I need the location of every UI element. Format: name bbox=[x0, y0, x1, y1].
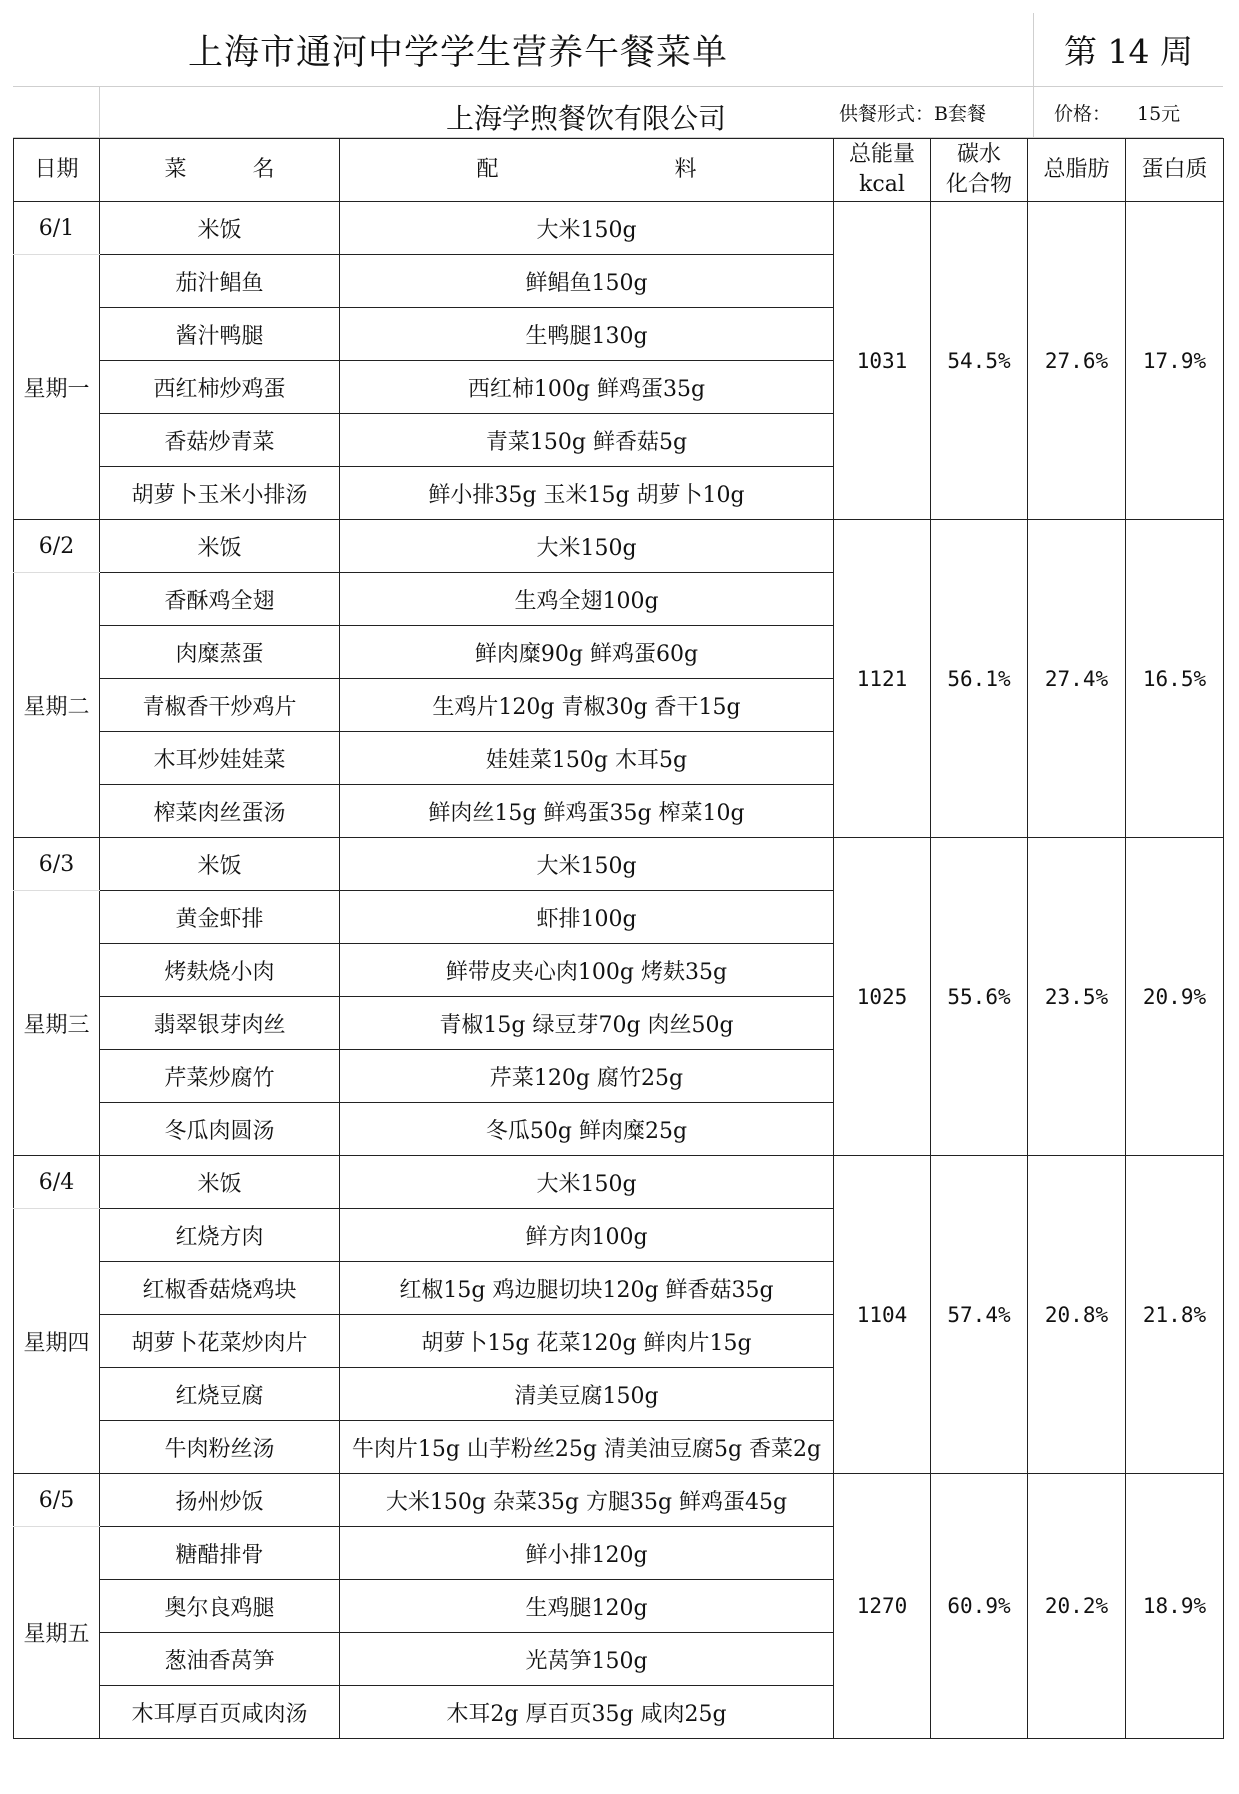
dish-ingredients: 木耳2g 厚百页35g 咸肉25g bbox=[340, 1686, 834, 1739]
header-energy bbox=[834, 139, 931, 202]
header-protein: 蛋白质 bbox=[1126, 139, 1224, 202]
protein-value: 17.9% bbox=[1126, 202, 1224, 520]
dish-name: 扬州炒饭 bbox=[100, 1474, 340, 1527]
dish-name: 木耳炒娃娃菜 bbox=[100, 732, 340, 785]
carb-value: 55.6% bbox=[931, 838, 1028, 1156]
table-row bbox=[14, 1156, 1224, 1209]
dish-ingredients: 大米150g 杂菜35g 方腿35g 鲜鸡蛋45g bbox=[340, 1474, 834, 1527]
carb-value: 56.1% bbox=[931, 520, 1028, 838]
carb-value: 57.4% bbox=[931, 1156, 1028, 1474]
header-carb-line2: 化合物 bbox=[945, 172, 1012, 197]
header-dish: 菜 名 bbox=[100, 139, 340, 202]
menu-sheet bbox=[13, 13, 1223, 1739]
dish-ingredients: 大米150g bbox=[340, 202, 834, 255]
dish-name: 米饭 bbox=[100, 520, 340, 573]
dish-ingredients: 鲜小排35g 玉米15g 胡萝卜10g bbox=[340, 467, 834, 520]
dish-ingredients: 青菜150g 鲜香菇5g bbox=[340, 414, 834, 467]
header-carb bbox=[931, 139, 1028, 202]
date-cell: 6/2 bbox=[14, 520, 100, 573]
supply-mode: 供餐形式：B套餐 bbox=[839, 102, 986, 125]
energy-value: 1025 bbox=[834, 838, 931, 1156]
header-carb-line1: 碳水 bbox=[956, 142, 1001, 167]
dish-name: 肉糜蒸蛋 bbox=[100, 626, 340, 679]
header-ingredients: 配 料 bbox=[340, 139, 834, 202]
energy-value: 1121 bbox=[834, 520, 931, 838]
date-cell: 6/4 bbox=[14, 1156, 100, 1209]
dish-ingredients: 芹菜120g 腐竹25g bbox=[340, 1050, 834, 1103]
dish-ingredients: 虾排100g bbox=[340, 891, 834, 944]
fat-value: 20.2% bbox=[1028, 1474, 1126, 1739]
dish-ingredients: 生鸡全翅100g bbox=[340, 573, 834, 626]
weekday-cell: 星期四 bbox=[14, 1209, 100, 1474]
dish-name: 芹菜炒腐竹 bbox=[100, 1050, 340, 1103]
header-row bbox=[14, 139, 1224, 202]
dish-ingredients: 鲜小排120g bbox=[340, 1527, 834, 1580]
date-cell: 6/3 bbox=[14, 838, 100, 891]
dish-ingredients: 鲜带皮夹心肉100g 烤麸35g bbox=[340, 944, 834, 997]
week-number: 第 14 周 bbox=[1033, 13, 1223, 86]
menu-table bbox=[13, 138, 1224, 1739]
dish-ingredients: 冬瓜50g 鲜肉糜25g bbox=[340, 1103, 834, 1156]
carb-value: 60.9% bbox=[931, 1474, 1028, 1739]
dish-ingredients: 生鸭腿130g bbox=[340, 308, 834, 361]
dish-ingredients: 大米150g bbox=[340, 520, 834, 573]
blank-cell bbox=[13, 87, 99, 137]
header-energy-line1: 总能量 bbox=[848, 142, 915, 167]
fat-value: 23.5% bbox=[1028, 838, 1126, 1156]
dish-ingredients: 生鸡片120g 青椒30g 香干15g bbox=[340, 679, 834, 732]
table-row bbox=[14, 520, 1224, 573]
dish-name: 香酥鸡全翅 bbox=[100, 573, 340, 626]
dish-name: 西红柿炒鸡蛋 bbox=[100, 361, 340, 414]
dish-name: 红椒香菇烧鸡块 bbox=[100, 1262, 340, 1315]
dish-name: 红烧豆腐 bbox=[100, 1368, 340, 1421]
fat-value: 20.8% bbox=[1028, 1156, 1126, 1474]
company-name: 上海学煦餐饮有限公司 bbox=[445, 102, 726, 135]
protein-value: 20.9% bbox=[1126, 838, 1224, 1156]
dish-name: 黄金虾排 bbox=[100, 891, 340, 944]
header-energy-line2: kcal bbox=[859, 172, 905, 197]
dish-name: 青椒香干炒鸡片 bbox=[100, 679, 340, 732]
weekday-cell: 星期五 bbox=[14, 1527, 100, 1739]
table-row bbox=[14, 1474, 1224, 1527]
dish-name: 米饭 bbox=[100, 202, 340, 255]
dish-name: 酱汁鸭腿 bbox=[100, 308, 340, 361]
page-title: 上海市通河中学学生营养午餐菜单 bbox=[187, 32, 728, 73]
protein-value: 16.5% bbox=[1126, 520, 1224, 838]
info-row bbox=[13, 87, 1223, 138]
title-row bbox=[13, 13, 1223, 87]
dish-name: 香菇炒青菜 bbox=[100, 414, 340, 467]
dish-name: 冬瓜肉圆汤 bbox=[100, 1103, 340, 1156]
dish-name: 糖醋排骨 bbox=[100, 1527, 340, 1580]
dish-name: 胡萝卜玉米小排汤 bbox=[100, 467, 340, 520]
dish-ingredients: 鲜鲳鱼150g bbox=[340, 255, 834, 308]
dish-name: 红烧方肉 bbox=[100, 1209, 340, 1262]
energy-value: 1031 bbox=[834, 202, 931, 520]
dish-name: 牛肉粉丝汤 bbox=[100, 1421, 340, 1474]
fat-value: 27.6% bbox=[1028, 202, 1126, 520]
blank-cell bbox=[99, 87, 339, 137]
dish-name: 茄汁鲳鱼 bbox=[100, 255, 340, 308]
price-value: 15元 bbox=[1137, 102, 1181, 125]
menu-body bbox=[14, 202, 1224, 1739]
dish-name: 胡萝卜花菜炒肉片 bbox=[100, 1315, 340, 1368]
dish-ingredients: 鲜方肉100g bbox=[340, 1209, 834, 1262]
dish-ingredients: 胡萝卜15g 花菜120g 鲜肉片15g bbox=[340, 1315, 834, 1368]
energy-value: 1104 bbox=[834, 1156, 931, 1474]
date-cell: 6/5 bbox=[14, 1474, 100, 1527]
dish-ingredients: 西红柿100g 鲜鸡蛋35g bbox=[340, 361, 834, 414]
dish-ingredients: 生鸡腿120g bbox=[340, 1580, 834, 1633]
dish-name: 葱油香莴笋 bbox=[100, 1633, 340, 1686]
date-cell: 6/1 bbox=[14, 202, 100, 255]
dish-ingredients: 光莴笋150g bbox=[340, 1633, 834, 1686]
dish-ingredients: 大米150g bbox=[340, 1156, 834, 1209]
table-row bbox=[14, 202, 1224, 255]
protein-value: 21.8% bbox=[1126, 1156, 1224, 1474]
dish-ingredients: 大米150g bbox=[340, 838, 834, 891]
dish-ingredients: 青椒15g 绿豆芽70g 肉丝50g bbox=[340, 997, 834, 1050]
dish-ingredients: 清美豆腐150g bbox=[340, 1368, 834, 1421]
fat-value: 27.4% bbox=[1028, 520, 1126, 838]
dish-ingredients: 鲜肉丝15g 鲜鸡蛋35g 榨菜10g bbox=[340, 785, 834, 838]
dish-ingredients: 红椒15g 鸡边腿切块120g 鲜香菇35g bbox=[340, 1262, 834, 1315]
price-label: 价格： bbox=[1033, 87, 1131, 137]
dish-name: 榨菜肉丝蛋汤 bbox=[100, 785, 340, 838]
table-row bbox=[14, 838, 1224, 891]
weekday-cell: 星期二 bbox=[14, 573, 100, 838]
weekday-cell: 星期一 bbox=[14, 255, 100, 520]
dish-name: 奥尔良鸡腿 bbox=[100, 1580, 340, 1633]
carb-value: 54.5% bbox=[931, 202, 1028, 520]
dish-name: 米饭 bbox=[100, 838, 340, 891]
weekday-cell: 星期三 bbox=[14, 891, 100, 1156]
dish-ingredients: 鲜肉糜90g 鲜鸡蛋60g bbox=[340, 626, 834, 679]
header-date: 日期 bbox=[14, 139, 100, 202]
dish-name: 木耳厚百页咸肉汤 bbox=[100, 1686, 340, 1739]
dish-name: 烤麸烧小肉 bbox=[100, 944, 340, 997]
dish-name: 米饭 bbox=[100, 1156, 340, 1209]
protein-value: 18.9% bbox=[1126, 1474, 1224, 1739]
dish-ingredients: 牛肉片15g 山芋粉丝25g 清美油豆腐5g 香菜2g bbox=[340, 1421, 834, 1474]
dish-name: 翡翠银芽肉丝 bbox=[100, 997, 340, 1050]
dish-ingredients: 娃娃菜150g 木耳5g bbox=[340, 732, 834, 785]
energy-value: 1270 bbox=[834, 1474, 931, 1739]
header-fat: 总脂肪 bbox=[1028, 139, 1126, 202]
